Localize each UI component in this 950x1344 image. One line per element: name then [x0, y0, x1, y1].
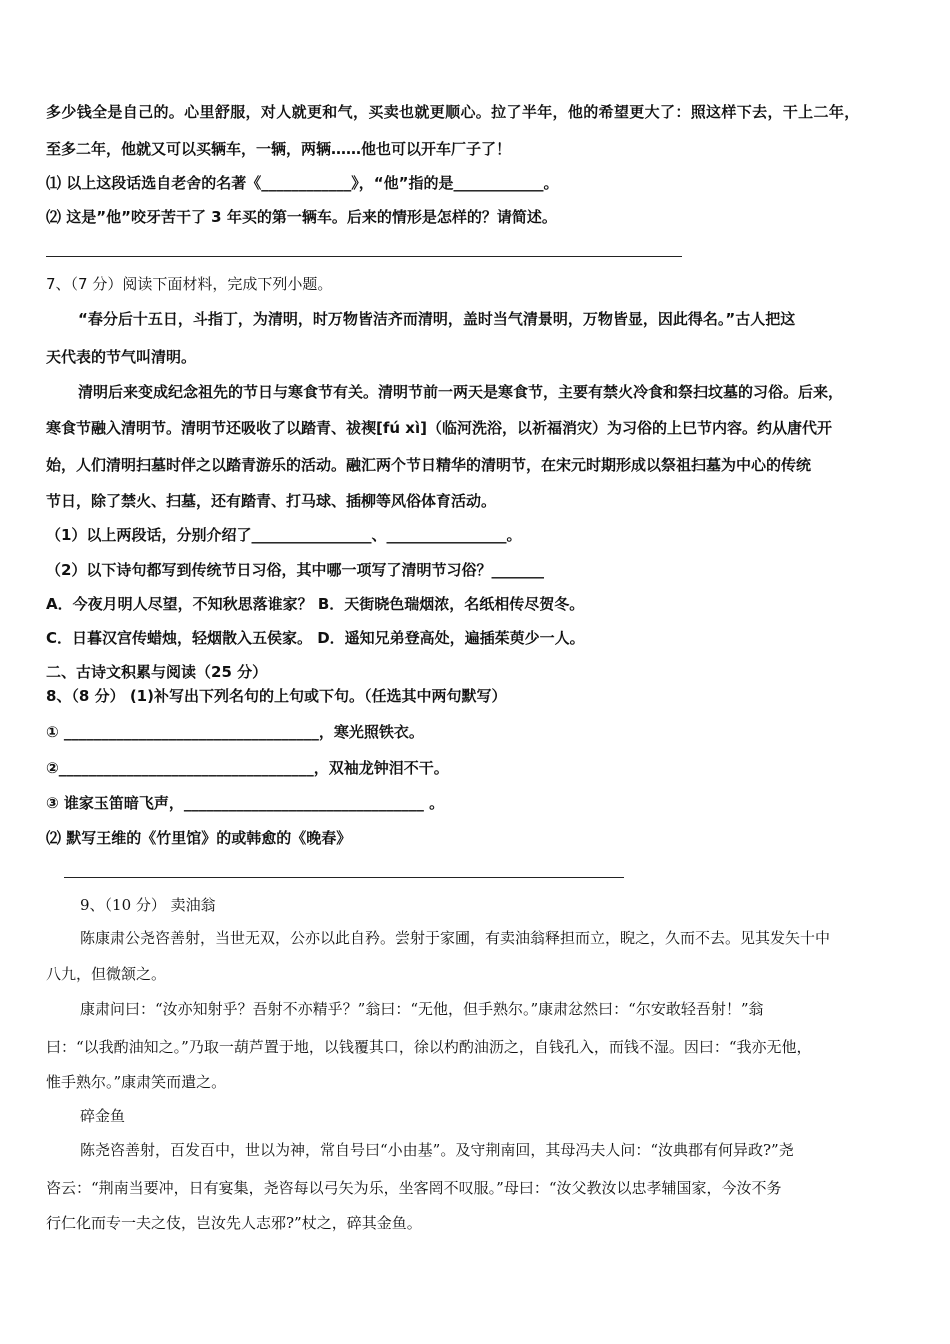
question-8-item: ⑵ 默写王维的《竹里馆》的或韩愈的《晚春》 — [46, 829, 352, 847]
question-8-item: ③ 谁家玉笛暗飞声，________________________________ 。 — [46, 794, 445, 812]
passage-line: 行仁化而专一夫之伎，岂汝先人志邪?”杖之，碎其金鱼。 — [46, 1214, 422, 1232]
question-8-item: ① __________________________________，寒光照铁衣。 — [46, 723, 424, 741]
passage-line: 康肃问曰：“汝亦知射乎？吾射不亦精乎？”翁曰：“无他，但手熟尔。”康肃忿然曰：“尔安敢轻吾射！”翁 — [80, 1000, 764, 1018]
option-a-b: A．今夜月明人尽望，不知秋思落谁家？ B．天街晓色瑞烟浓，名纸相传尽贺冬。 — [46, 595, 585, 613]
question-9-header: 9、（10 分） 卖油翁 — [80, 896, 216, 914]
question-8-header: 8、（8 分） (1)补写出下列名句的上句或下句。（任选其中两句默写） — [46, 687, 507, 705]
option-c-d: C．日暮汉宫传蜡烛，轻烟散入五侯家。 D．遥知兄弟登高处，遍插茱萸少一人。 — [46, 629, 585, 647]
passage-line: 清明后来变成纪念祖先的节日与寒食节有关。清明节前一两天是寒食节，主要有禁火冷食和祭扫坟墓的习俗。后来， — [78, 383, 844, 401]
passage-line: 节日，除了禁火、扫墓，还有踏青、打马球、插柳等风俗体育活动。 — [46, 492, 497, 510]
answer-line — [64, 877, 624, 878]
question-6-2: ⑵ 这是”他”咬牙苦干了 3 年买的第一辆车。后来的情形是怎样的？请简述。 — [46, 208, 557, 226]
passage-line: 陈康肃公尧咨善射，当世无双，公亦以此自矜。尝射于家圃，有卖油翁释担而立，睨之，久而不去。见其发矢十中 — [80, 929, 831, 947]
passage-line: “春分后十五日，斗指丁，为清明，时万物皆洁齐而清明，盖时当气清景明，万物皆显，因此得名。”古人把这 — [78, 310, 796, 328]
passage-line: 陈尧咨善射，百发百中，世以为神，常自号曰“小由基”。及守荆南回，其母冯夫人问：“汝典郡有何异政?”尧 — [80, 1141, 794, 1159]
question-6-1: ⑴ 以上这段话选自老舍的名著《____________》，“他”指的是____________。 — [46, 174, 559, 192]
passage-line: 咨云：“荆南当要冲，日有宴集，尧咨每以弓矢为乐，坐客罔不叹服。”母曰：“汝父教汝以忠孝辅国家，今汝不务 — [46, 1179, 782, 1197]
passage-line: 曰：“以我酌油知之。”乃取一葫芦置于地，以钱覆其口，徐以杓酌油沥之，自钱孔入，而钱不湿。因曰：“我亦无他， — [46, 1038, 812, 1056]
passage-line: 惟手熟尔。”康肃笑而遣之。 — [46, 1073, 227, 1091]
passage-line: 始，人们清明扫墓时伴之以踏青游乐的活动。融汇两个节日精华的清明节，在宋元时期形成以祭祖扫墓为中心的传统 — [46, 456, 812, 474]
passage-line: 至多二年，他就又可以买辆车，一辆，两辆……他也可以开车厂子了！ — [46, 140, 512, 158]
question-7-2: （2）以下诗句都写到传统节日习俗，其中哪一项写了清明节习俗？_______ — [46, 561, 544, 579]
passage-line: 寒食节融入清明节。清明节还吸收了以踏青、祓禊[fú xì]（临河洗浴，以祈福消灾）为习俗的上巳节内容。约从唐代开 — [46, 419, 832, 437]
section-title: 二、古诗文积累与阅读（25 分） — [46, 663, 268, 681]
question-7-1: （1）以上两段话，分别介绍了________________、________________。 — [46, 526, 522, 544]
passage-line: 天代表的节气叫清明。 — [46, 348, 197, 366]
question-8-item: ②__________________________________，双袖龙钟泪不干。 — [46, 759, 449, 777]
passage-title: 碎金鱼 — [80, 1107, 126, 1125]
answer-line — [46, 256, 682, 257]
passage-line: 多少钱全是自己的。心里舒服，对人就更和气，买卖也就更顺心。拉了半年，他的希望更大了：照这样下去，干上二年， — [46, 103, 860, 121]
passage-line: 八九，但微颔之。 — [46, 965, 167, 983]
question-7-header: 7、（7 分）阅读下面材料，完成下列小题。 — [46, 275, 333, 293]
